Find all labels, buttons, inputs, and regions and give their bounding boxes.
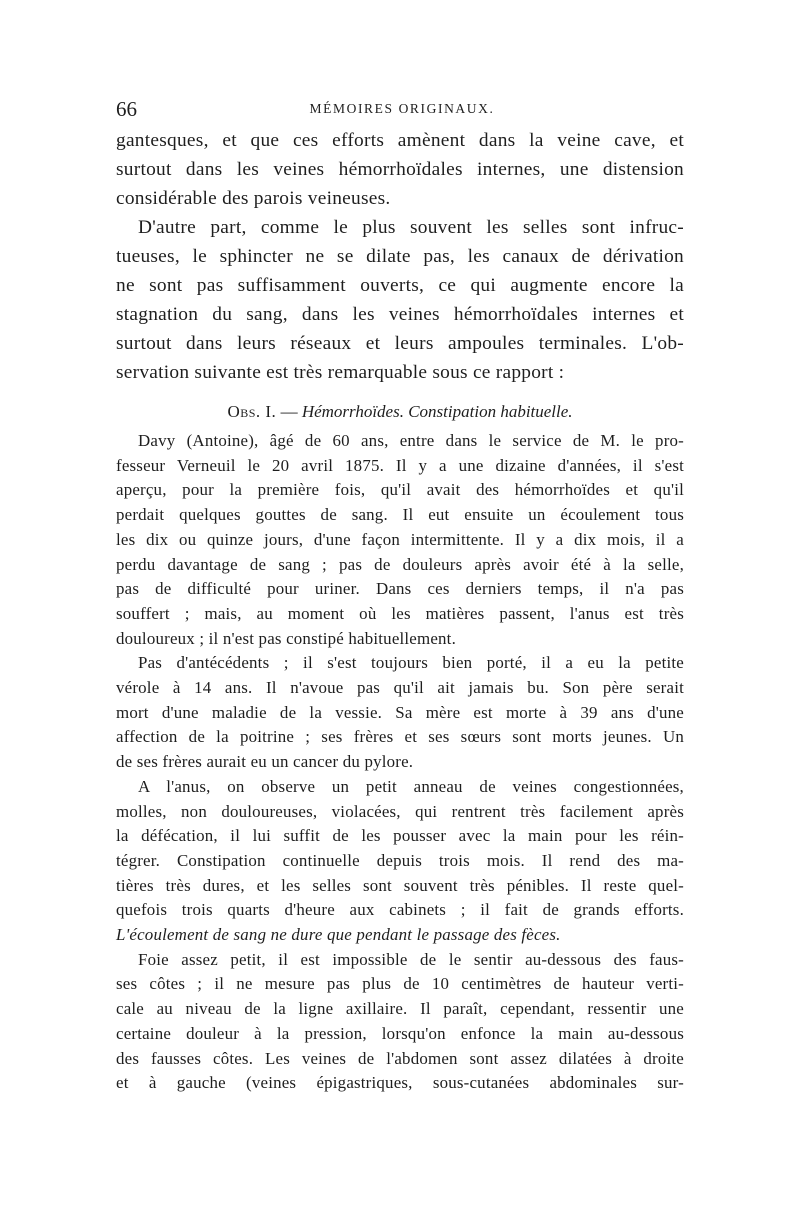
text-line: D'autre part, comme le plus souvent les selles sont infruc- (138, 217, 684, 238)
paragraph (116, 126, 684, 213)
text-line: douloureux ; il n'est pas constipé habituellement. (116, 628, 456, 648)
text-line: servation suivante est très remarquable sous ce rapport : (116, 362, 565, 383)
text-line: Pas d'antécédents ; il s'est toujours bien porté, il a eu la petite (138, 653, 684, 673)
text-line: mort d'une maladie de la vessie. Sa mère est morte à 39 ans d'une (116, 702, 684, 722)
intro-text (116, 126, 684, 387)
text-line: surtout dans leurs réseaux et leurs ampoules terminales. L'ob- (116, 333, 684, 354)
text-line: pas de difficulté pour uriner. Dans ces derniers temps, il n'a pas (116, 579, 684, 599)
observation-title: Hémorrhoïdes. Constipation habituelle. (301, 402, 573, 421)
text-line: souffert ; mais, au moment où les matières passent, l'anus est très (116, 603, 684, 623)
text-line: stagnation du sang, dans les veines hémorrhoïdales internes et (116, 304, 684, 325)
text-line: et à gauche (veines épigastriques, sous-cutanées abdominales sur- (116, 1073, 684, 1093)
text-line: aperçu, pour la première fois, qu'il avait des hémorrhoïdes et qu'il (116, 480, 684, 500)
text-line: considérable des parois veineuses. (116, 188, 391, 209)
text-line: vérole à 14 ans. Il n'avoue pas qu'il ait jamais bu. Son père serait (116, 678, 684, 698)
page-number: 66 (116, 97, 137, 121)
text-line: A l'anus, on observe un petit anneau de veines congestionnées, (138, 776, 684, 796)
text-line: des fausses côtes. Les veines de l'abdomen sont assez dilatées à droite (116, 1048, 684, 1068)
italic-text-line: L'écoulement de sang ne dure que pendant le passage des fèces. (116, 925, 561, 945)
text-line: perdait quelques gouttes de sang. Il eut ensuite un écoulement tous (116, 505, 684, 525)
paragraph (116, 213, 684, 387)
text-line: de ses frères aurait eu un cancer du pylore. (116, 752, 414, 772)
observation-paragraph (116, 429, 684, 651)
observation-text (116, 429, 684, 1096)
text-line: tueuses, le sphincter ne se dilate pas, les canaux de dérivation (116, 246, 684, 267)
text-line: quefois trois quarts d'heure aux cabinets ; il fait de grands efforts. (116, 900, 684, 920)
observation-label: Obs. I. (227, 402, 277, 421)
text-line: fesseur Verneuil le 20 avril 1875. Il y a une dizaine d'années, il s'est (116, 455, 684, 475)
text-line: ne sont pas suffisamment ouverts, ce qui augmente encore la (116, 275, 684, 296)
text-line: ses côtes ; il ne mesure pas plus de 10 centimètres de hauteur verti- (116, 974, 684, 994)
text-line: molles, non douloureuses, violacées, qui rentrent très facilement après (116, 801, 684, 821)
page-header (116, 96, 688, 122)
text-line: gantesques, et que ces efforts amènent dans la veine cave, et (116, 130, 684, 151)
text-line: affection de la poitrine ; ses frères et ses sœurs sont morts jeunes. Un (116, 727, 684, 747)
text-line: perdu davantage de sang ; pas de douleurs après avoir été à la selle, (116, 554, 684, 574)
text-line: les dix ou quinze jours, d'une façon intermittente. Il y a dix mois, il a (116, 529, 684, 549)
observation-dash: — (280, 402, 298, 421)
running-head: MÉMOIRES ORIGINAUX. (309, 101, 495, 116)
text-line: surtout dans les veines hémorrhoïdales internes, une distension (116, 159, 684, 180)
text-line: Foie assez petit, il est impossible de le sentir au-dessous des faus- (138, 949, 684, 969)
text-line: tégrer. Constipation continuelle depuis trois mois. Il rend des ma- (116, 850, 684, 870)
text-line: tières très dures, et les selles sont souvent très pénibles. Il reste quel- (116, 875, 684, 895)
observation-heading (116, 400, 684, 424)
text-line: cale au niveau de la ligne axillaire. Il paraît, cependant, ressentir une (116, 999, 684, 1019)
observation-paragraph (116, 948, 684, 1096)
text-line: certaine douleur à la pression, lorsqu'on enfonce la main au-dessous (116, 1023, 684, 1043)
text-line: Davy (Antoine), âgé de 60 ans, entre dans le service de M. le pro- (138, 431, 684, 450)
observation-paragraph (116, 651, 684, 775)
text-line: la défécation, il lui suffit de les pousser avec la main pour les réin- (116, 826, 684, 846)
observation-paragraph (116, 775, 684, 948)
